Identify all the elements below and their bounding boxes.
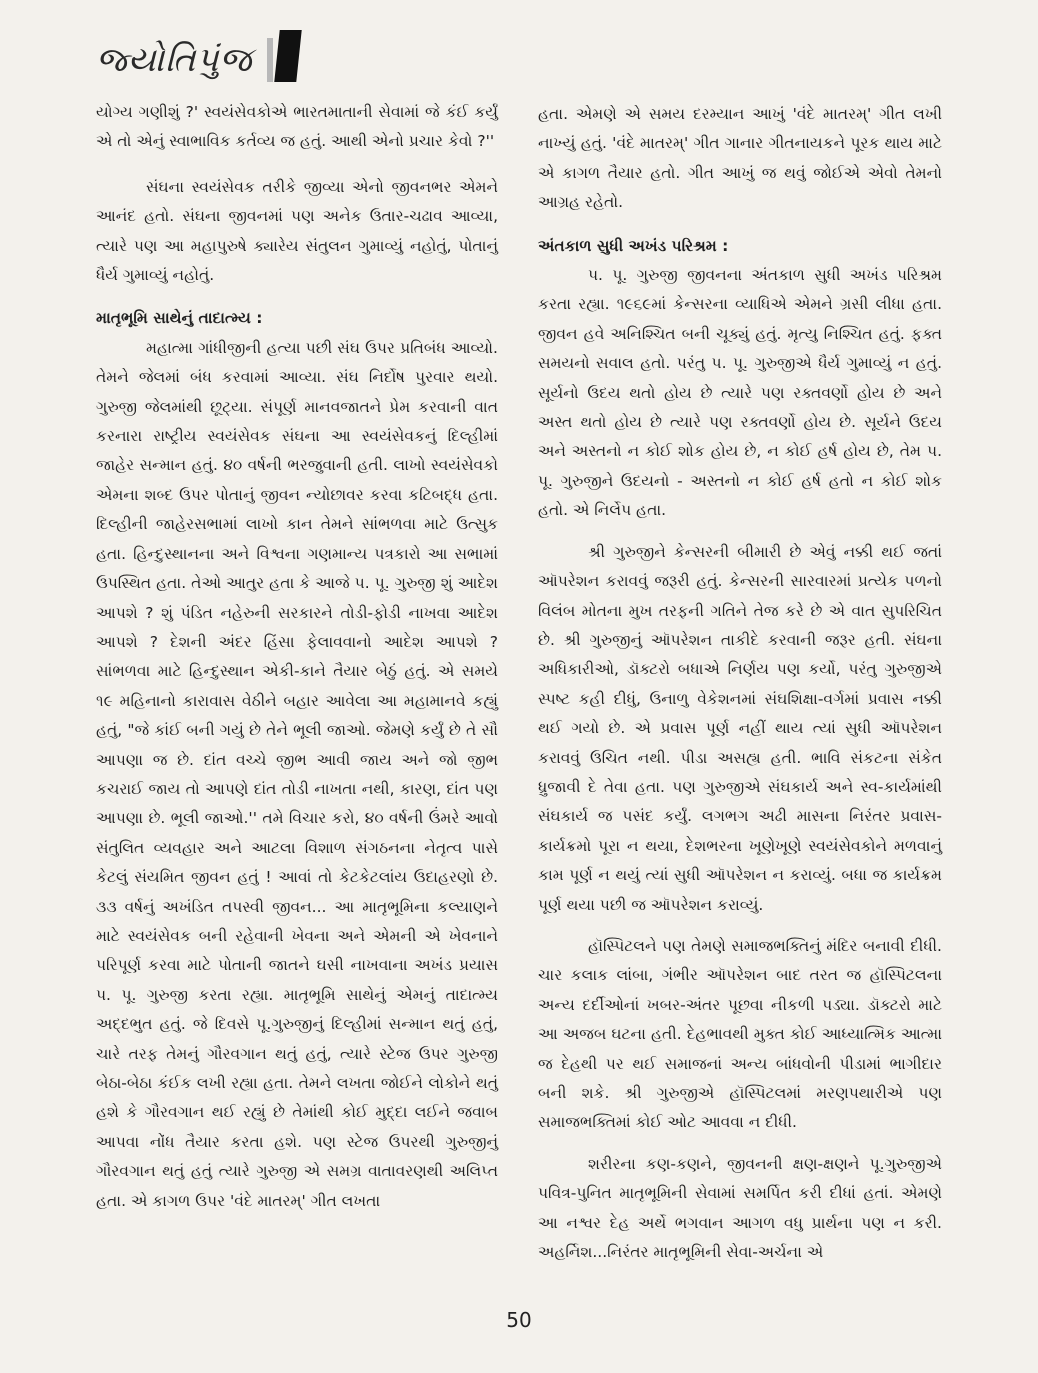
right-paragraph-2: પ. પૂ. ગુરુજી જીવનના અંતકાળ સુધી અખંડ પરિશ્રમ કરતા રહ્યા. ૧૯૬૯માં કેન્સરના વ્યાધિએ એમને ગ્રસી લીધા હતા. જીવન હવે અનિશ્ચિત બની ચૂક્યું હતું. મૃત્યુ નિશ્ચિત હતું. ફક્ત સમયનો સવાલ હતો. પરંતુ પ. પૂ. ગુરુજીએ ધૈર્ય ગુમાવ્યું ન હતું. સૂર્યનો ઉદય થતો હોય છે ત્યારે પણ રક્તવર્ણો હોય છે અને અસ્ત થતો હોય છે ત્યારે પણ રક્તવર્ણો હોય છે. સૂર્યને ઉદય અને અસ્તનો ન કોઈ શોક હોય છે, ન કોઈ હર્ષ હોય છે, તેમ પ. પૂ. ગુરુજીને ઉદયનો - અસ્તનો ન કોઈ હર્ષ હતો ન કોઈ શોક હતો. એ નિર્લેપ હતા.	[538, 266, 942, 520]
right-column	[538, 100, 942, 1267]
masthead-black-bar	[274, 30, 301, 82]
page-number: 50	[506, 1308, 532, 1332]
right-paragraph-4: હૉસ્પિટલને પણ તેમણે સમાજભક્તિનું મંદિર બનાવી દીધી. ચાર કલાક લાંબા, ગંભીર ઑપરેશન બાદ તરત જ હૉસ્પિટલના અન્ય દર્દીઓનાં ખબર-અંતર પૂછવા નીકળી પડ્યા. ડૉક્ટરો માટે આ અજબ ઘટના હતી. દેહભાવથી મુક્ત કોઈ આધ્યાત્મિક આત્મા જ દેહથી પર થઈ સમાજનાં અન્ય બાંધવોની પીડામાં ભાગીદાર બની શકે. શ્રી ગુરુજીએ હૉસ્પિટલમાં મરણપથારીએ પણ સમાજભક્તિમાં કોઈ ઓટ આવવા ન દીધી.	[538, 936, 942, 1132]
section-heading-motherland: માતૃભૂમિ સાથેનું તાદાત્મ્ય :	[96, 309, 263, 328]
section-heading-endurance: અંતકાળ સુધી અખંડ પરિશ્રમ :	[538, 236, 729, 255]
right-paragraph-3: શ્રી ગુરુજીને કેન્સરની બીમારી છે એવું નક્કી થઈ જતાં ઑપરેશન કરાવવું જરૂરી હતું. કેન્સરની સારવારમાં પ્રત્યેક પળનો વિલંબ મોતના મુખ તરફની ગતિને તેજ કરે છે એ વાત સુપરિચિત છે. શ્રી ગુરુજીનું ઑપરેશન તાકીદે કરવાની જરૂર હતી. સંઘના અધિકારીઓ, ડૉક્ટરો બધાએ નિર્ણય પણ કર્યો, પરંતુ ગુરુજીએ સ્પષ્ટ કહી દીધું, ઉનાળુ વેકેશનમાં સંઘશિક્ષા-વર્ગમાં પ્રવાસ નક્કી થઈ ગયો છે. એ પ્રવાસ પૂર્ણ નહીં થાય ત્યાં સુધી ઑપરેશન કરાવવું ઉચિત નથી. પીડા અસહ્ય હતી. ભાવિ સંકટના સંકેત ધ્રુજાવી દે તેવા હતા. પણ ગુરુજીએ સંઘકાર્ય અને સ્વ-કાર્યમાંથી સંઘકાર્ય જ પસંદ કર્યું. લગભગ અઢી માસના નિરંતર પ્રવાસ-કાર્યક્રમો પૂરા ન થયા, દેશભરના ખૂણેખૂણે સ્વયંસેવકોને મળવાનું કામ પૂર્ણ ન થયું ત્યાં સુધી ઑપરેશન ન કરાવ્યું. બધા જ કાર્યક્રમ પૂર્ણ થયા પછી જ ઑપરેશન કરાવ્યું.	[538, 542, 942, 914]
magazine-title: જ્યોતિપુંજ	[96, 40, 253, 80]
masthead-grey-bar	[267, 38, 273, 82]
right-paragraph-5: શરીરના કણ-કણને, જીવનની ક્ષણ-ક્ષણને પૂ.ગુરુજીએ પવિત્ર-પુનિત માતૃભૂમિની સેવામાં સમર્પિત કરી દીધાં હતાં. એમણે આ નશ્વર દેહ અર્થે ભગવાન આગળ વધુ પ્રાર્થના પણ ન કરી. અહર્નિશ...નિરંતર માતૃભૂમિની સેવા-અર્ચના એ	[538, 1154, 942, 1262]
masthead	[96, 22, 299, 82]
left-paragraph-3: મહાત્મા ગાંધીજીની હત્યા પછી સંઘ ઉપર પ્રતિબંધ આવ્યો. તેમને જેલમાં બંધ કરવામાં આવ્યા. સંઘ નિર્દોષ પુરવાર થયો. ગુરુજી જેલમાંથી છૂટ્યા. સંપૂર્ણ માનવજાતને પ્રેમ કરવાની વાત કરનારા રાષ્ટ્રીય સ્વયંસેવક સંઘના આ સ્વયંસેવકનું દિલ્હીમાં જાહેર સન્માન હતું. ૪૦ વર્ષની ભરજુવાની હતી. લાખો સ્વયંસેવકો એમના શબ્દ ઉપર પોતાનું જીવન ન્યોછાવર કરવા કટિબદ્ધ હતા. દિલ્હીની જાહેરસભામાં લાખો કાન તેમને સાંભળવા માટે ઉત્સુક હતા. હિન્દુસ્થાનના અને વિશ્વના ગણમાન્ય પત્રકારો આ સભામાં ઉપસ્થિત હતા. તેઓ આતુર હતા કે આજે પ. પૂ. ગુરુજી શું આદેશ આપશે ? શું પંડિત નહેરુની સરકારને તોડી-ફોડી નાખવા આદેશ આપશે ? દેશની અંદર હિંસા ફેલાવવાનો આદેશ આપશે ? સાંભળવા માટે હિન્દુસ્થાન એકી-કાને તૈયાર બેઠું હતું. એ સમયે ૧૯ મહિનાનો કારાવાસ વેઠીને બહાર આવેલા આ મહામાનવે કહ્યું હતું, "જે કાંઈ બની ગયું છે તેને ભૂલી જાઓ. જેમણે કર્યું છે તે સૌ આપણા જ છે. દાંત વચ્ચે જીભ આવી જાય અને જો જીભ કચરાઈ જાય તો આપણે દાંત તોડી નાખતા નથી, કારણ, દાંત પણ આપણા છે. ભૂલી જાઓ.'' તમે વિચાર કરો, ૪૦ વર્ષની ઉંમરે આવો સંતુલિત વ્યવહાર અને આટલા વિશાળ સંગઠનના નેતૃત્વ પાસે કેટલું સંયમિત જીવન હતું ! આવાં તો કેટકેટલાંય ઉદાહરણો છે. ૩૩ વર્ષનું અખંડિત તપસ્વી જીવન... આ માતૃભૂમિના કલ્યાણને માટે સ્વયંસેવક બની રહેવાની ખેવના અને એમની એ ખેવનાને પરિપૂર્ણ કરવા માટે પોતાની જાતને ઘસી નાખવાના અખંડ પ્રયાસ પ. પૂ. ગુરુજી કરતા રહ્યા. માતૃભૂમિ સાથેનું એમનું તાદાત્મ્ય અદ્દભુત હતું. જે દિવસે પૂ.ગુરુજીનું દિલ્હીમાં સન્માન થતું હતું, ચારે તરફ તેમનું ગૌરવગાન થતું હતું, ત્યારે સ્ટેજ ઉપર ગુરુજી બેઠા-બેઠા કંઈક લખી રહ્યા હતા. તેમને લખતા જોઈને લોકોને થતું હશે કે ગૌરવગાન થઈ રહ્યું છે તેમાંથી કોઈ મુદ્દા લઈને જવાબ આપવા નોંધ તૈયાર કરતા હશે. પણ સ્ટેજ ઉપરથી ગુરુજીનું ગૌરવગાન થતું હતું ત્યારે ગુરુજી એ સમગ્ર વાતાવરણથી અલિપ્ત હતા. એ કાગળ ઉપર 'વંદે માતરમ્' ગીત લખતા	[96, 338, 498, 1210]
right-paragraph-1: હતા. એમણે એ સમય દરમ્યાન આખું 'વંદે માતરમ્' ગીત લખી નાખ્યું હતું. 'વંદે માતરમ્' ગીત ગાનાર ગીતનાયકને પૂરક થાય માટે એ કાગળ તૈયાર હતો. ગીત આખું જ થવું જોઈએ એવો તેમનો આગ્રહ રહેતો.	[538, 105, 942, 212]
left-column	[96, 98, 498, 1216]
left-paragraph-2: સંઘના સ્વયંસેવક તરીકે જીવ્યા એનો જીવનભર એમને આનંદ હતો. સંઘના જીવનમાં પણ અનેક ઉતાર-ચઢાવ આવ્યા, ત્યારે પણ આ મહાપુરુષે ક્યારેય સંતુલન ગુમાવ્યું નહોતું, પોતાનું ધૈર્ય ગુમાવ્યું નહોતું.	[96, 177, 498, 285]
left-paragraph-1: યોગ્ય ગણીશું ?' સ્વયંસેવકોએ ભારતમાતાની સેવામાં જે કંઈ કર્યું એ તો એનું સ્વાભાવિક કર્તવ્ય જ હતું. આથી એનો પ્રચાર કેવો ?''	[96, 103, 498, 151]
